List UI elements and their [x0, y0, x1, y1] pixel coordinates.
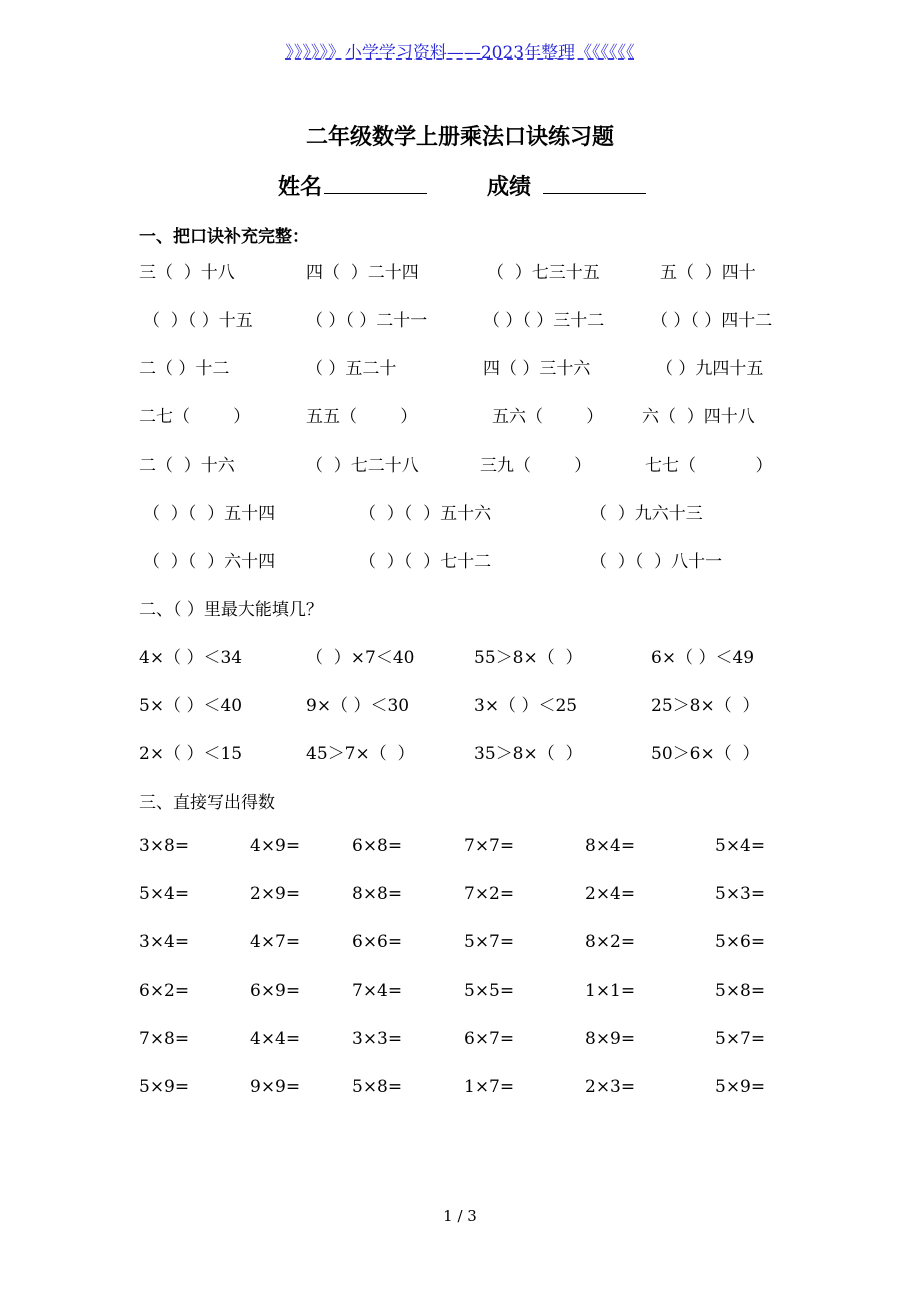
- calc-item: 2×4=: [585, 884, 636, 904]
- header-banner-link[interactable]: [0, 38, 920, 63]
- fill-item: （ ）（ ）五十四: [143, 504, 276, 524]
- page-number: 1 / 3: [443, 1207, 477, 1225]
- fill-item: 二（ ）十二: [139, 359, 230, 379]
- calc-item: 5×9=: [139, 1077, 190, 1097]
- name-label: 姓名: [278, 175, 323, 200]
- calc-item: 7×7=: [464, 836, 515, 856]
- calc-item: 9×9=: [250, 1077, 301, 1097]
- calc-item: 3×8=: [139, 836, 190, 856]
- fill-item: （ ）（ ）三十二: [483, 311, 605, 331]
- section3-row: [0, 932, 920, 956]
- inequality-item: 4×（ ）＜34: [139, 648, 243, 668]
- inequality-item: 9×（ ）＜30: [306, 696, 410, 716]
- calc-item: 5×7=: [715, 1029, 766, 1049]
- header-banner-text: 》》》》》》小学学习资料——2023年整理《《《《《《: [285, 43, 635, 63]
- inequality-item: 25＞8×（ ）: [651, 696, 760, 716]
- score-blank[interactable]: [543, 173, 646, 194]
- fill-item: （ ）七二十八: [306, 456, 419, 476]
- calc-item: 5×5=: [464, 981, 515, 1001]
- section2-row: [0, 739, 920, 763]
- calc-item: 6×9=: [250, 981, 301, 1001]
- fill-item: （ ）（ ）六十四: [143, 552, 276, 572]
- fill-item: 四（ ）二十四: [306, 263, 419, 283]
- fill-item: 二（ ）十六: [139, 456, 235, 476]
- page-title: 二年级数学上册乘法口诀练习题: [305, 125, 614, 150]
- section3-heading: 三、直接写出得数: [139, 793, 275, 813]
- calc-item: 5×4=: [715, 836, 766, 856]
- calc-item: 5×9=: [715, 1077, 766, 1097]
- section1-row: [0, 451, 920, 475]
- calc-item: 8×8=: [352, 884, 403, 904]
- name-blank[interactable]: [324, 173, 427, 194]
- calc-item: 5×6=: [715, 932, 766, 952]
- section2-row: [0, 691, 920, 715]
- calc-item: 5×8=: [352, 1077, 403, 1097]
- calc-item: 3×3=: [352, 1029, 403, 1049]
- section1-row: [0, 306, 920, 330]
- fill-item: （ ）（ ）五十六: [359, 504, 492, 524]
- section1-row: [0, 499, 920, 523]
- calc-item: 4×9=: [250, 836, 301, 856]
- calc-item: 6×8=: [352, 836, 403, 856]
- calc-item: 8×4=: [585, 836, 636, 856]
- calc-item: 1×7=: [464, 1077, 515, 1097]
- fill-item: 六（ ）四十八: [642, 407, 755, 427]
- section2-row: [0, 643, 920, 667]
- inequality-item: （ ）×7＜40: [306, 648, 415, 668]
- calc-item: 8×9=: [585, 1029, 636, 1049]
- section1-row: [0, 402, 920, 426]
- inequality-item: 55＞8×（ ）: [474, 648, 583, 668]
- calc-item: 5×4=: [139, 884, 190, 904]
- section3-row: [0, 884, 920, 908]
- fill-item: 五六（ ）: [492, 407, 604, 427]
- fill-item: （ ）九四十五: [656, 359, 764, 379]
- fill-item: 二七（ ）: [139, 407, 251, 427]
- inequality-item: 50＞6×（ ）: [651, 744, 760, 764]
- calc-item: 5×8=: [715, 981, 766, 1001]
- calc-item: 7×8=: [139, 1029, 190, 1049]
- calc-item: 7×4=: [352, 981, 403, 1001]
- inequality-item: 3×（ ）＜25: [474, 696, 578, 716]
- section3-row: [0, 1077, 920, 1101]
- section3-row: [0, 981, 920, 1005]
- score-label: 成绩: [487, 175, 532, 200]
- fill-item: （ ）（ ）四十二: [651, 311, 773, 331]
- fill-item: （ ）（ ）十五: [143, 311, 253, 331]
- calc-item: 6×2=: [139, 981, 190, 1001]
- fill-item: 四（ ）三十六: [483, 359, 591, 379]
- calc-item: 3×4=: [139, 932, 190, 952]
- fill-item: （ ）五二十: [306, 359, 397, 379]
- calc-item: 4×7=: [250, 932, 301, 952]
- fill-item: （ ）（ ）八十一: [590, 552, 723, 572]
- section3-row: [0, 836, 920, 860]
- fill-item: （ ）七三十五: [487, 263, 600, 283]
- calc-item: 6×7=: [464, 1029, 515, 1049]
- section1-row: [0, 547, 920, 571]
- fill-item: 七七（ ）: [645, 456, 773, 476]
- section1-row: [0, 354, 920, 378]
- calc-item: 2×3=: [585, 1077, 636, 1097]
- fill-item: 五五（ ）: [306, 407, 418, 427]
- name-field: [278, 170, 427, 201]
- section2-heading: 二、（ ）里最大能填几？: [139, 600, 323, 620]
- inequality-item: 35＞8×（ ）: [474, 744, 583, 764]
- inequality-item: 2×（ ）＜15: [139, 744, 243, 764]
- calc-item: 8×2=: [585, 932, 636, 952]
- fill-item: 五（ ）四十: [660, 263, 756, 283]
- calc-item: 6×6=: [352, 932, 403, 952]
- fill-item: （ ）（ ）二十一: [306, 311, 428, 331]
- calc-item: 4×4=: [250, 1029, 301, 1049]
- fill-item: （ ）九六十三: [590, 504, 703, 524]
- section1-heading: 一、把口诀补充完整：: [139, 227, 309, 247]
- section3-row: [0, 1029, 920, 1053]
- calc-item: 2×9=: [250, 884, 301, 904]
- inequality-item: 6×（ ）＜49: [651, 648, 755, 668]
- fill-item: 三（ ）十八: [139, 263, 235, 283]
- section1-row: [0, 258, 920, 282]
- score-field: [487, 170, 646, 201]
- calc-item: 7×2=: [464, 884, 515, 904]
- calc-item: 5×3=: [715, 884, 766, 904]
- inequality-item: 45＞7×（ ）: [306, 744, 415, 764]
- fill-item: （ ）（ ）七十二: [359, 552, 492, 572]
- inequality-item: 5×（ ）＜40: [139, 696, 243, 716]
- calc-item: 1×1=: [585, 981, 636, 1001]
- fill-item: 三九（ ）: [480, 456, 592, 476]
- calc-item: 5×7=: [464, 932, 515, 952]
